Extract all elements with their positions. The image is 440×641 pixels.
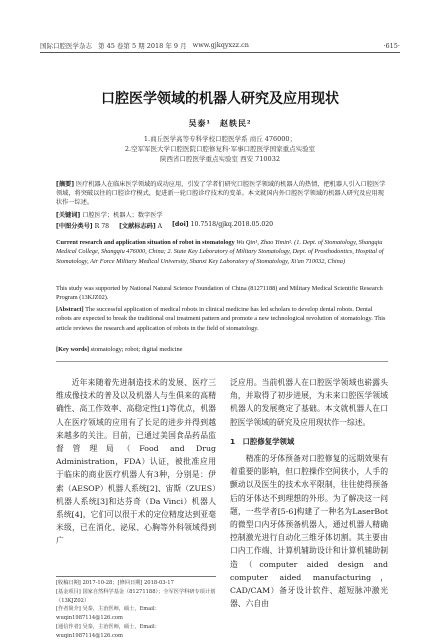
doc-label: [文献标志码] [119,223,156,230]
english-title: Current research and application situation of robot in stomatology [56,239,235,246]
keywords-cn [56,210,388,219]
running-header [40,38,400,53]
english-support: This study was supported by National Natural Science Foundation of China (81271188) and Military Medical Scientific Research Program (13KJZ02). [56,285,383,302]
body-left-column [56,376,216,548]
affiliation-2: 2.空军军医大学口腔医院口腔修复科·军事口腔医学国家重点实验室 [124,145,316,153]
english-abstract-label: [Abstract] [56,306,84,313]
footnote-line: [通信作者] 吴泰，主治医师，硕士，Email：wuqin1987114@126.com [56,623,160,639]
doi-label: [doi] [172,221,189,228]
body-right-paragraph-2: 精准的牙体预备对口腔修复的远期效果有着重要的影响，但口腔操作空间狭小，人手的颤动以及医生的技术水平限制，往往使得预备后的牙体达不到理想的外形。为了解决这一问题，一些学者[5-6]构建了一种名为LaserBot的微型口内牙体预备机器人，通过机器人精确控制激光进行自动化三维牙体切割。其主要由口内工作端、计算机辅助设计和计算机辅助制造（computer aided design and computer aided manufacturing，CAD/CAM）备牙设计软件、超短脉冲激光器、六自由 [230,454,388,609]
footnote-line: [基金项目] 国家自然科学基金（81271188）；全军医学科研专项计划（13KJZ02） [56,588,216,604]
body-left-paragraph: 近年来随着先进制造技术的发展、医疗三维成像技术的普及以及机器人与生俱来的高精确性、高工作效率、高稳定性[1]等优点，机器人在医疗领域的应用有了长足的进步并得到越来越多的关注。目前，已通过美国食品药品监督管理局（Food and Drug Administration，FDA）认证，被批准应用于临床的商业医疗机器人有3种，分别是：伊索（AESOP）机器人系统[2]、宙斯（ZUES）机器人系统[3]和达芬奇（Da Vinci）机器人系统[4]，它们可以很于术的定位精度达到亚毫米级，已在消化、泌尿、心胸等外科领域得到广 [56,378,216,546]
section-divider [56,361,388,362]
footnote-line: [收稿日期] 2017-10-28；[修回日期] 2018-03-17 [56,580,174,586]
keywords-cn-label: [关键词] [56,212,81,219]
footnote-line: [作者简介] 吴泰，主治医师，硕士，Email：wuqin1987114@126.com [56,606,160,622]
affiliation-3: 陕西省口腔医学重点实验室 西安 710032 [160,155,280,163]
clc-label: [中图分类号] [56,223,93,230]
section-heading: 1 口腔修复学领域 [230,436,295,446]
affiliation-1: 1.商丘医学高等专科学校口腔医学系 商丘 476000； [143,135,297,143]
abstract-cn-label: [摘要] [56,181,75,188]
author-list: 吴泰¹ 赵轶民² [188,118,252,128]
english-abstract-text: The successful application of medical robots in clinical medicine has led scholars to develop dental robots. Dental robots are expected to break the traditional oral treatment pattern and promote a new technological revolution of stomatology. This article reviews the research and application of robots in the field of stomatology. [56,306,386,332]
english-authors: Wu Qin¹, Zhao Yimin². (1. Dept. of Stomatology, Shangqiu Medical College, Shangqiu 476000, China; 2. State Key Laboratory of Military Stomatology, Dept. of Prosthodontics, Hospital of Stomatology, Air Force Military Medical University, Shanxi Key Laboratory of Stomatology, Xi'an 710032, China) [56,239,384,265]
keywords-cn-text: 口腔医学；机器人；数字医学 [82,212,163,219]
english-keywords-text: stomatology; robot; digital medicine [90,346,183,353]
doi-value[interactable]: 10.7518/gjkq.2018.05.020 [190,221,274,228]
body-right-paragraph-1: 泛应用。当前机器人在口腔医学领域也崭露头角，并取得了初步进展，为未来口腔医学领域机器人的发展奠定了基础。本文就机器人在口腔医学领域的研究及应用现状作一综述。 [230,378,388,427]
english-keywords [56,345,388,354]
english-keywords-label: [Key words] [56,346,90,353]
abstract-cn-text: 医疗机器人在临床医学领域的成功应用，引发了学者们研究口腔医学领域的机器人的热情，把机器人引入口腔医学领域，将突破以往的口腔诊疗模式，促进新一轮口腔诊疗技术的变革。本文就国内外口腔医学领域的机器人研究及应用现状作一综述。 [56,181,386,207]
page-title: 口腔医学领域的机器人研究及应用现状 [101,91,339,107]
classification-row [56,221,388,230]
journal-volume: 第 45 卷第 5 期 2018 年 9 月 [98,42,187,50]
footnote-block [56,576,216,641]
clc-value: R 78 [94,223,110,230]
journal-name: 国际口腔医学杂志 [40,42,92,50]
english-title-authors [56,238,388,266]
page-number: ·615· [383,42,400,50]
body-right-column [230,376,388,610]
english-abstract [56,305,388,333]
abstract-cn [56,180,388,208]
journal-url[interactable]: www.gjkqyxzz.cn [192,41,249,49]
doc-value: A [157,223,163,230]
